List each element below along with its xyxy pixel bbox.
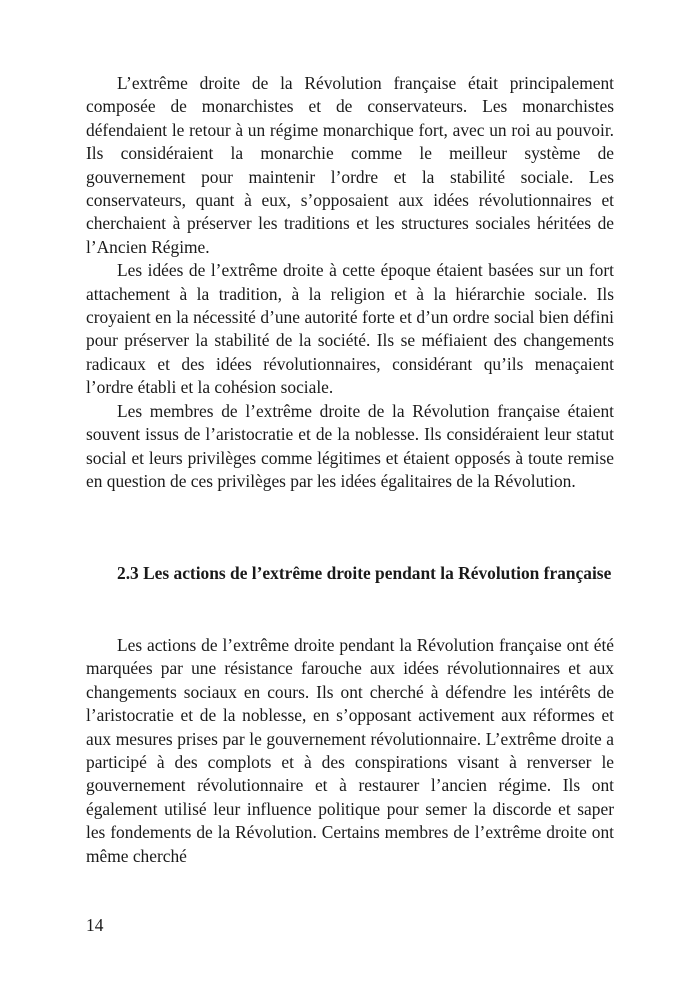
body-text-bottom [86,634,614,868]
body-text-top [86,72,614,493]
paragraph: L’extrême droite de la Révolution française était principalement composée de monarchistes et de conservateurs. Les monarchistes défendaient le retour à un régime monarchique fort, avec un roi au pouvoir. Ils considéraient la monarchie comme le meilleur système de gouvernement pour maintenir l’ordre et la stabilité sociale. Les conservateurs, quant à eux, s’opposaient aux idées révolutionnaires et cherchaient à préserver les traditions et les structures sociales héritées de l’Ancien Régime. [86,73,614,257]
section-heading: 2.3 Les actions de l’extrême droite pendant la Révolution française [117,563,612,583]
page-number: 14 [86,915,104,935]
paragraph: Les membres de l’extrême droite de la Révolution française étaient souvent issus de l’aristocratie et de la noblesse. Ils considéraient leur statut social et leurs privilèges comme légitimes et étaient opposés à toute remise en question de ces privilèges par les idées égalitaires de la Révolution. [86,400,614,491]
paragraph: Les idées de l’extrême droite à cette époque étaient basées sur un fort attachement à la tradition, à la religion et à la hiérarchie sociale. Ils croyaient en la nécessité d’une autorité forte et d’un ordre social bien défini pour préserver la stabilité de la société. Ils se méfiaient des changements radicaux et des idées révolutionnaires, considérant qu’ils menaçaient l’ordre établi et la cohésion sociale. [86,260,614,398]
paragraph: Les actions de l’extrême droite pendant la Révolution française ont été marquées par une résistance farouche aux idées révolutionnaires et aux changements sociaux en cours. Ils ont cherché à défendre les intérêts de l’aristocratie et de la noblesse, en s’opposant activement aux réformes et aux mesures prises par le gouvernement révolutionnaire. L’extrême droite a participé à des complots et à des conspirations visant à renverser le gouvernement révolutionnaire et à restaurer l’ancien régime. Ils ont également utilisé leur influence politique pour semer la discorde et saper les fondements de la Révolution. Certains membres de l’extrême droite ont même cherché [86,635,614,866]
